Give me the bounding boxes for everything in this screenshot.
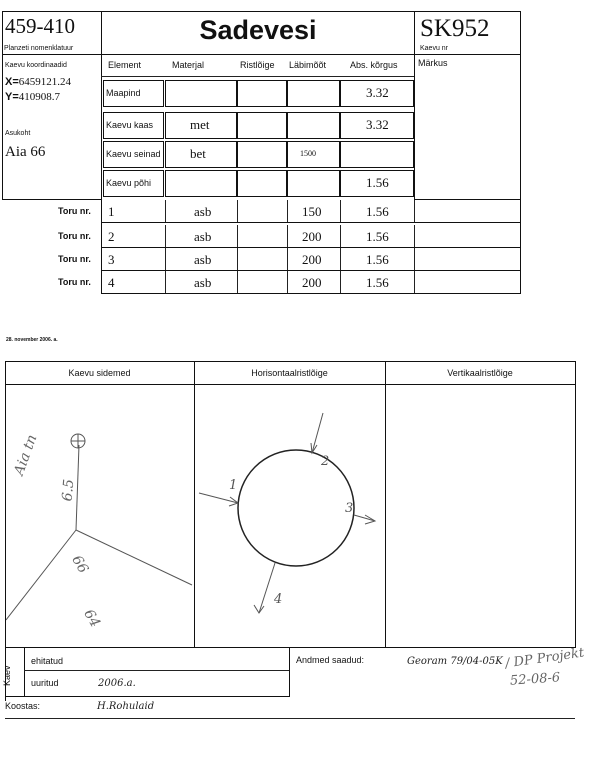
- pipe-col-line: [165, 248, 166, 270]
- compiler-line: [5, 718, 575, 719]
- pipe-col-line: [414, 248, 415, 270]
- date-stamp: 28. november 2006. a.: [6, 337, 58, 343]
- distance-label-3: 64: [80, 606, 104, 631]
- element-cell: [287, 170, 340, 197]
- coord-y-label: Y=: [5, 91, 19, 103]
- coord-y: [5, 91, 60, 103]
- table-head-bottom: [101, 76, 414, 77]
- col-cross: Ristlõige: [240, 60, 275, 70]
- coords-label: Kaevu koordinaadid: [5, 62, 67, 69]
- pipe-col-line: [414, 271, 415, 293]
- pipes-bottom: [101, 293, 521, 294]
- kaev-side-label: Kaev: [2, 665, 12, 686]
- coord-x: [5, 76, 71, 88]
- well-no-value: SK952: [420, 15, 490, 42]
- footer-side-divider: [24, 647, 25, 697]
- pipe-height: 1.56: [366, 229, 389, 244]
- pipe-label: Toru nr.: [58, 254, 91, 264]
- street-label: Aia tn: [11, 432, 41, 478]
- element-cell: [237, 141, 287, 168]
- element-name: Kaevu põhi: [106, 178, 152, 188]
- pipe-number-4: 4: [274, 592, 283, 607]
- element-cell: [165, 80, 237, 107]
- link-line-2: [76, 530, 192, 585]
- pipe-label: Toru nr.: [58, 277, 91, 287]
- pipe-number-3: 3: [345, 501, 354, 516]
- pipe-col-line: [340, 225, 341, 247]
- col-diameter: Läbimõõt: [289, 60, 327, 70]
- element-height: 1.56: [366, 175, 389, 190]
- links-sketch: [6, 385, 194, 647]
- pipe-label: Toru nr.: [58, 231, 91, 241]
- footer-divider: [289, 647, 290, 697]
- built-label: ehitatud: [31, 656, 64, 666]
- pipe-number-2: 2: [321, 454, 330, 469]
- element-name: Kaevu seinad: [106, 149, 161, 159]
- element-diameter: 1500: [300, 149, 316, 158]
- pipe-col-line: [237, 248, 238, 270]
- pipe-col-line: [237, 200, 238, 222]
- pipe-row-line: [101, 222, 521, 223]
- col-element: Element: [108, 60, 142, 70]
- element-cell: [340, 141, 414, 168]
- element-height: 3.32: [366, 117, 389, 132]
- pipe-col-line: [287, 225, 288, 247]
- pipe-col-line: [414, 225, 415, 247]
- pipe-col-line: [165, 225, 166, 247]
- page-title: Sadevesi: [199, 15, 317, 45]
- pipe-col-line: [340, 248, 341, 270]
- pipe-diameter: 200: [302, 275, 322, 290]
- frame-top: [2, 11, 521, 12]
- pipe-height: 1.56: [366, 275, 389, 290]
- remarks-label: Märkus: [418, 58, 448, 68]
- measured-value: 2006.a.: [98, 678, 136, 689]
- horizontal-section: [195, 385, 385, 647]
- pipe-col-line: [287, 271, 288, 293]
- frame-left: [2, 11, 3, 200]
- drawing-bottom: [5, 647, 576, 648]
- remarks-bottom: [414, 199, 521, 200]
- pipe-material: asb: [194, 275, 212, 290]
- pipe-col-line: [237, 225, 238, 247]
- pipe-number: 4: [108, 275, 115, 290]
- pipe-diameter: 200: [302, 229, 322, 244]
- pipe-material: asb: [194, 252, 212, 267]
- project-note-2: 52-08-6: [509, 670, 561, 689]
- coord-x-label: X=: [5, 76, 19, 88]
- well-no-label: Kaevu nr: [420, 45, 449, 52]
- distance-label-2: 66: [68, 552, 92, 577]
- pipe-row-line: [101, 270, 521, 271]
- footer-bottom: [5, 696, 290, 697]
- pipe-col-line: [287, 248, 288, 270]
- coords-bottom: [2, 199, 102, 200]
- pipe-height: 1.56: [366, 204, 389, 219]
- element-cell: [237, 170, 287, 197]
- pipe-number: 2: [108, 229, 115, 244]
- pipe-label: Toru nr.: [58, 206, 91, 216]
- well-circle: [238, 450, 354, 566]
- project-note-1: / DP Projekt: [504, 645, 586, 672]
- compiler-label: Koostas:: [5, 701, 41, 711]
- footer-mid-line: [24, 670, 290, 671]
- section-vertical-title: Vertikaalristlõige: [447, 368, 513, 378]
- pipe-arrow-3: [354, 515, 375, 521]
- nomenclature-value: 459-410: [5, 14, 75, 38]
- pipe-diameter: 150: [302, 204, 322, 219]
- distance-label-1: 6.5: [59, 478, 78, 503]
- section-links-title: Kaevu sidemed: [68, 368, 131, 378]
- pipe-arrow-4: [259, 563, 275, 613]
- element-cell: [287, 112, 340, 139]
- drawing-top: [5, 361, 576, 362]
- link-line-3: [6, 530, 76, 620]
- element-material: met: [190, 117, 210, 132]
- pipe-col-line: [165, 271, 166, 293]
- source-label: Andmed saadud:: [296, 655, 365, 665]
- drawing-divider-2: [385, 361, 386, 648]
- header-divider-2: [414, 11, 415, 200]
- coord-y-value: 410908.7: [18, 91, 61, 103]
- element-cell: [237, 112, 287, 139]
- location-value: Aia 66: [5, 144, 46, 160]
- pipe-col-line: [340, 200, 341, 222]
- pipe-col-line: [414, 200, 415, 222]
- location-label: Asukoht: [5, 130, 31, 137]
- element-name: Maapind: [106, 88, 141, 98]
- pipe-arrow-2: [312, 413, 323, 453]
- pipe-number-1: 1: [229, 478, 238, 493]
- pipe-col-line: [287, 200, 288, 222]
- nomenclature-label: Planzeti nomenklatuur: [4, 45, 74, 52]
- pipe-material: asb: [194, 229, 212, 244]
- col-height: Abs. kõrgus: [350, 60, 398, 70]
- header-bottom: [101, 54, 521, 55]
- section-horizontal-title: Horisontaalristlõige: [251, 368, 328, 378]
- nomenclature-bottom: [2, 54, 102, 55]
- coord-x-value: 6459121.24: [18, 76, 72, 88]
- pipe-row-line: [101, 247, 521, 248]
- source-value: Georam 79/04-05K: [407, 656, 503, 667]
- pipe-material: asb: [194, 204, 212, 219]
- pipe-col-line: [340, 271, 341, 293]
- element-cell: [287, 80, 340, 107]
- pipe-height: 1.56: [366, 252, 389, 267]
- pipe-number: 3: [108, 252, 115, 267]
- measured-label: uuritud: [31, 678, 59, 688]
- pipe-col-line: [237, 271, 238, 293]
- pipe-col-line: [165, 200, 166, 222]
- element-name: Kaevu kaas: [106, 120, 154, 130]
- drawing-right: [575, 361, 576, 648]
- col-material: Materjal: [172, 60, 205, 70]
- element-height: 3.32: [366, 85, 389, 100]
- compiler-value: H.Rohulaid: [97, 701, 155, 712]
- element-cell: [165, 170, 237, 197]
- pipe-number: 1: [108, 204, 115, 219]
- element-cell: [237, 80, 287, 107]
- pipe-diameter: 200: [302, 252, 322, 267]
- element-material: bet: [190, 146, 206, 161]
